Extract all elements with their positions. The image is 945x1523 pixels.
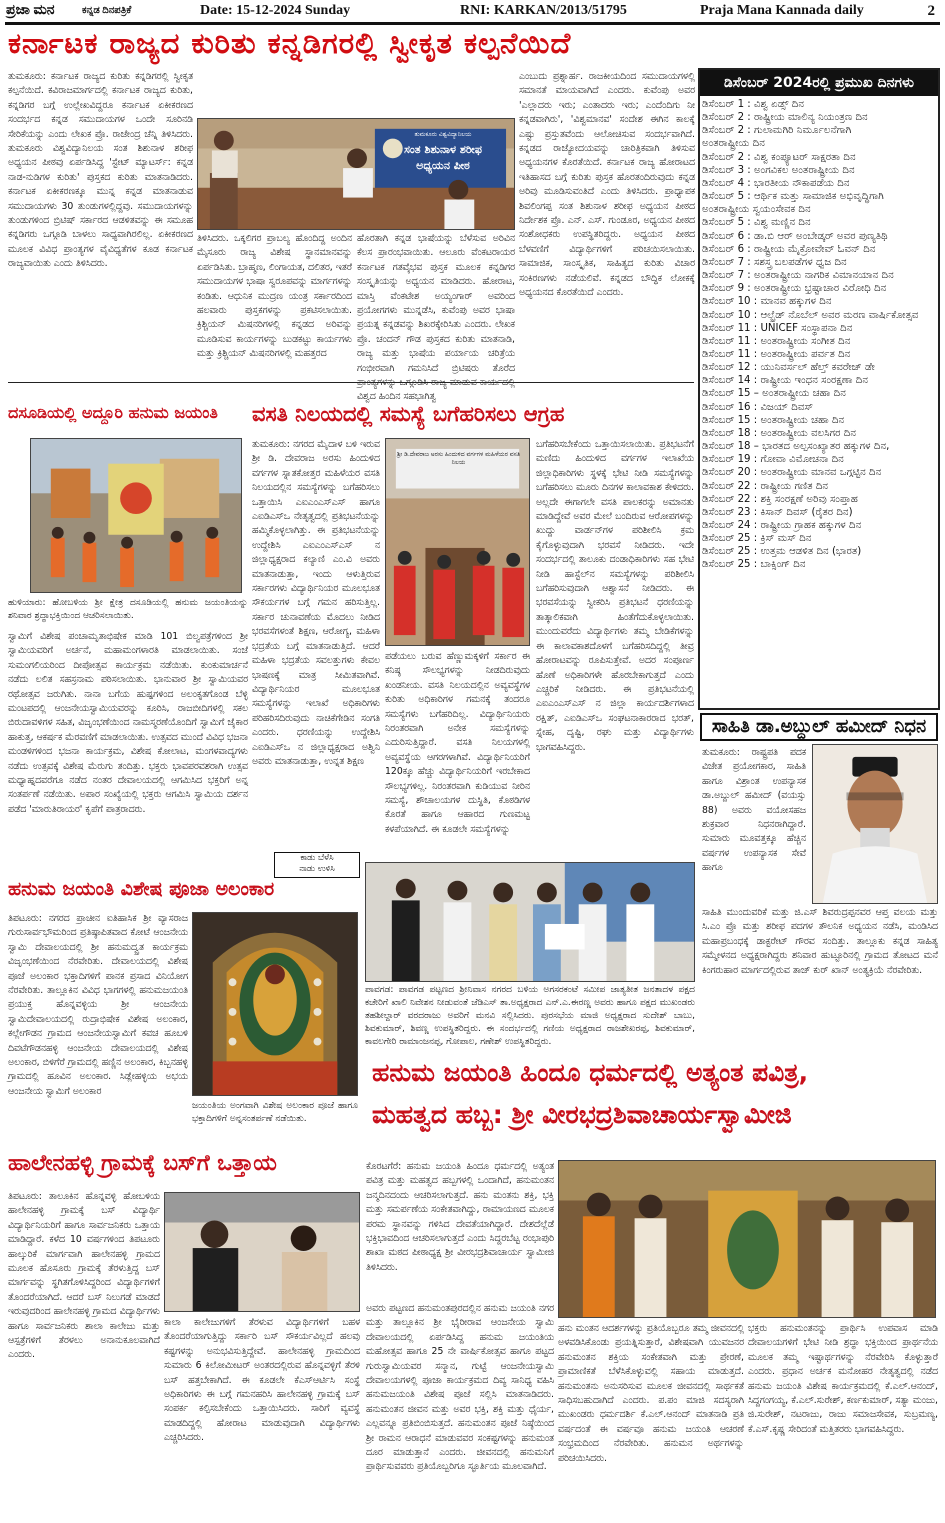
december-title: ಡಿಸೆಂಬರ್ 2024ರಲ್ಲಿ ಪ್ರಮುಖ ದಿನಗಳು: [700, 70, 938, 96]
bus-headline: ಹಾಲೇನಹಳ್ಳಿ ಗ್ರಾಮಕ್ಕೆ ಬಸ್‌ಗೆ ಒತ್ತಾಯ: [8, 1151, 277, 1176]
hostel-column-1: ತುಮಕೂರು: ನಗರದ ಮೈದಾಳ ಬಳಿ ಇರುವ ಶ್ರೀ ಡಿ. ದೇವರಾಜ ಅರಸು ಹಿಂದುಳಿದ ವರ್ಗಗಳ ಸ್ನಾತಕೋತ್ತರ ಮಹಿಳೆಯರ ವಸತಿ ನಿಲಯದಲ್ಲಿನ ಸಮಸ್ಯೆಗಳನ್ನು ಬಗೆಹರಿಸಲು ಒತ್ತಾಯಿಸಿ ಎಐಎಂಎಸ್ಎಸ್ ಹಾಗೂ ಎಐಡಿಎಸ್‌ಒ ನೇತೃತ್ವದಲ್ಲಿ ಪ್ರತಿಭಟನೆಯನ್ನು ಹಮ್ಮಿಕೊಳ್ಳಲಾಗಿತ್ತು. ಈ ಪ್ರತಿಭಟನೆಯನ್ನು ಉದ್ದೇಶಿಸಿ ಎಐಎಂಎಸ್‌ಎಸ್ ನ ಜಿಲ್ಲಾಧ್ಯಕ್ಷರಾದ ಕಲ್ಯಾಣಿ ಎಂ.ವಿ ಅವರು ಮಾತನಾಡುತ್ತಾ, ಇಂದು ಆಳುತ್ತಿರುವ ಸರ್ಕಾರಗಳು ವಿದ್ಯಾರ್ಥಿನಿಯರ ಮೂಲಭೂತ ಸೌಕರ್ಯಗಳ ಬಗ್ಗೆ ಗಮನ ಹರಿಸುತ್ತಿಲ್ಲ. ಸರ್ಕಾರ ಚುನಾವಣೆಯ ಮೊದಲು ನೀಡಿದ ಭರವಸೆಗಳಂತೆ ಶಿಕ್ಷಣ, ಆರೋಗ್ಯ, ಮಹಿಳಾ ಭದ್ರತೆಯ ಬಗ್ಗೆ ಮಾತನಾಡುತ್ತಿದೆ. ಆದರೆ ಮಹಿಳಾ ಭದ್ರತೆಯ ಸವಲತ್ತುಗಳು ಕೇವಲ ಭಾಷಣಕ್ಕೆ ಮಾತ್ರ ಸೀಮಿತವಾಗಿವೆ. ವಿದ್ಯಾರ್ಥಿನಿಯರ ಮೂಲಭೂತ ಸಮಸ್ಯೆಗಳನ್ನು ಇಲಾಖೆ ಅಧಿಕಾರಿಗಳು ಪರಿಹರಿಸದಿರುವುದು ನಾಚಿಕೆಗೇಡಿನ ಸಂಗತಿ ಎಂದರು. ಧರಣಿಯನ್ನು ಉದ್ದೇಶಿಸಿ ಎಐಡಿಎಸ್‌ಒ ನ ಜಿಲ್ಲಾಧ್ಯಕ್ಷರಾದ ಅಶ್ವಿನಿ ಅವರು ಮಾತನಾಡುತ್ತಾ, ಉನ್ನತ ಶಿಕ್ಷಣ: [252, 439, 380, 767]
december-item: ಡಿಸೆಂಬರ್ 5 : ಆರ್ಥಿಕ ಮತ್ತು ಸಾಮಾಜಿಕ ಅಭಿವೃದ್ಧಿಗಾಗಿ: [702, 191, 884, 203]
lead-photo-banner-line2: ಸಂತ ಶಿಶುನಾಳ ಶರೀಫ: [404, 143, 482, 156]
masthead-paper-name: Praja Mana Kannada daily: [700, 3, 864, 18]
obituary-title: ಸಾಹಿತಿ ಡಾ.ಅಬ್ದುಲ್ ಹಮೀದ್ ನಿಧನ: [700, 713, 938, 741]
pavagada-caption: ಪಾವಗಡ: ಪಾವಗಡ ಪಟ್ಟಣದ ಶ್ರೀನಿವಾಸ ನಗರದ ಬಳಿಯ ಅಗಸರಕಂಟೆ ಸಮೀಪ ಜಾತ್ಯತೀತ ಜನತಾದಳ ಪಕ್ಷದ ಕಚೇರಿಗೆ ಖಾಲಿ ನಿವೇಶನ ನೀಡುವಂತೆ ಜೆಡಿಎಸ್ ತಾ.ಅಧ್ಯಕ್ಷರಾದ ಎನ್.ಎ.ಈರಣ್ಣ ಅವರು ಹಾಗೂ ಪಕ್ಷದ ಮುಖಂಡರು ತಹಶೀಲ್ದಾರ್ ವರದರಾಜು ಅವರಿಗೆ ಮನವಿ ಸಲ್ಲಿಸಿದರು. ಪುರಸಭೆಯ ಮಾಜಿ ಅಧ್ಯಕ್ಷರಾದ ಸುದೇಶ್ ಬಾಬು, ಶಿವಕುಮಾರ್, ಶಿವಣ್ಣ ಉಪಸ್ಥಿತರಿದ್ದರು. ಈ ಸಂದರ್ಭದಲ್ಲಿ ಗಣಿಯ ಅಧ್ಯಕ್ಷರಾದ ರಾಜಶೇಖರಪ್ಪ, ಶಿವಕುಮಾರ್, ಕಾವಲಗೇರಿ ರಾಮಾಂಜನಪ್ಪ, ಗೋಪಾಲ, ಗಣೇಶ್ ಉಪಸ್ಥಿತರಿದ್ದರು.: [365, 985, 695, 1047]
lead-column-1: ತುಮಕೂರು: ಕರ್ನಾಟಕ ರಾಜ್ಯದ ಕುರಿತು ಕನ್ನಡಿಗರಲ್ಲಿ ಸ್ವೀಕೃತ ಕಲ್ಪನೆಯಿದೆ. ಕವಿರಾಜಮಾರ್ಗದಲ್ಲಿ ಕರ್ನಾಟಕ ರಾಜ್ಯದ ಕುರಿತು, ಕನ್ನಡಿಗರ ಬಗ್ಗೆ ಉಲ್ಲೇಖವಿದ್ದರೂ ಕರ್ನಾಟಕ ಏಕೀಕರಣದ ಸಂದರ್ಭದ ಕನ್ನಡ ಸಮುದಾಯಗಳ ಒಂದೇ ಸೂರಿನಡಿ ಸೇರಿಕೆಯನ್ನು ಎಂದು ಲೇಖಕ ಪ್ರೊ. ರಾಜೇಂದ್ರ ಚೆನ್ನಿ ತಿಳಿಸಿದರು. ತುಮಕೂರು ವಿಶ್ವವಿದ್ಯಾನಿಲಯ ಸಂತ ಶಿಶುನಾಳ ಶರೀಫ ಅಧ್ಯಯನ ಪೀಠವು ಏರ್ಪಡಿಸಿದ್ದ 'ಸ್ಟೇಟ್ ಮ್ಯಾಟರ್ಸ್: ಕನ್ನಡ ನಾಡ-ನುಡಿಗಳ ಕುರಿತು' ಪುಸ್ತಕದ ಕುರಿತು ಮಾತನಾಡಿದರು. ಕರ್ನಾಟಕ ಏಕೀಕರಣಕ್ಕೂ ಮುನ್ನ ಕನ್ನಡ ಮಾತನಾಡುವ ಸಮುದಾಯಗಳು 30 ತುಂಡುಗಳಲ್ಲಿದ್ದವು. ಸಮುದಾಯಗಳನ್ನು ತುಂಡುಗಳಿಂದ ಬ್ರಿಟಿಷ್ ಸರ್ಕಾರದ ಆಡಳಿತವನ್ನು ಈ ಸಮೂಹ ಕನ್ನಡಿಗರು ಒಗ್ಗೂಡಿ ಬಾಳಲು ಸಾಧ್ಯವಾಗಿರಲಿಲ್ಲ. ಏಕೀಕರಣದ ಮೂಲಕ ವಿವಿಧ ಪ್ರಾಂತ್ಯಗಳ ವೈವಿಧ್ಯತೆಗಳ ಕೂಡ ಕರ್ನಾಟಕ ರಾಜ್ಯವಾಯಿತು ಎಂದು ತಿಳಿಸಿದರು.: [8, 71, 193, 270]
hanuma-pooja-photo: [192, 912, 358, 1096]
december-item: ಡಿಸೆಂಬರ್ 11 : ಅಂತರಾಷ್ಟ್ರೀಯ ಸಂಗೀತ ದಿನ: [702, 335, 851, 347]
obituary-portrait: [813, 745, 937, 903]
december-item: ಡಿಸೆಂಬರ್ 2 : ರಾಷ್ಟ್ರೀಯ ಮಾಲಿನ್ಯ ನಿಯಂತ್ರಣ ದಿನ: [702, 112, 868, 124]
december-item: ಡಿಸೆಂಬರ್ 15 – ಅಂತರಾಷ್ಟ್ರೀಯ ಚಹಾ ದಿನ: [702, 388, 846, 400]
lead-column-2: ತಿಳಿಸಿದರು. ಒಕ್ಕಲಿಗರ ಪ್ರಾಬಲ್ಯ ಹೊಂದಿದ್ದ ಅಂದಿನ ಮೈಸೂರು ರಾಜ್ಯ ವಿಶೇಷ ಸ್ಥಾನಮಾನವನ್ನು ಏರ್ಪಡಿಸಿತು. ಬ್ರಾಹ್ಮಣ, ಲಿಂಗಾಯತ, ದಲಿತರ, ಇತರೆ ಸಮುದಾಯಗಳ ಭಾಷಾ ಸ್ವರೂಪವನ್ನು ಮಾರ್ಗಗಳನ್ನು ಕಂಡಿತು. ಆಧುನಿಕ ಮುದ್ರಣ ಯಂತ್ರ ಸರ್ಕಾರದಿಂದ ಹಲವಾರು ಪುಸ್ತಕಗಳನ್ನು ಪ್ರಕಟಿಸಲಾಯಿತು. ಕ್ರಿಶ್ಚಿಯನ್ ಮಿಷನರಿಗಳಲ್ಲಿ ಕನ್ನಡದ ಅರಿವನ್ನು ಮೂಡಿಸುವ ಕಾರ್ಯಗಳನ್ನು ಬುಡಕಟ್ಟು ಕಾರ್ಯಗಳು ಮತ್ತು ಕ್ರಿಶ್ಚಿಯನ್ ಮಿಷನರಿಗಳಲ್ಲಿ ಮಹತ್ತರದ: [197, 233, 352, 360]
december-item: ಡಿಸೆಂಬರ್ 19 : ಗೋವಾ ವಿಮೋಚನಾ ದಿನ: [702, 454, 844, 466]
december-item: ಡಿಸೆಂಬರ್ 24 : ರಾಷ್ಟ್ರೀಯ ಗ್ರಾಹಕ ಹಕ್ಕುಗಳ ದಿನ: [702, 520, 862, 531]
december-item: ಡಿಸೆಂಬರ್ 6 : ರಾಷ್ಟ್ರೀಯ ಮೈಕ್ರೋವೇವ್ ಓವನ್ ದಿನ: [702, 243, 876, 255]
bus-photo-image: [165, 1193, 359, 1311]
december-item: ಡಿಸೆಂಬರ್ 3 : ಅಂಗವಿಕಲ ಅಂತರಾಷ್ಟ್ರೀಯ ದಿನ: [702, 164, 855, 176]
hostel-photo: [385, 438, 530, 646]
december-item: ಡಿಸೆಂಬರ್ 7 : ಅಂತರಾಷ್ಟ್ರೀಯ ನಾಗರಿಕ ವಿಮಾನಯಾನ ದಿನ: [702, 270, 894, 282]
hostel-headline: ವಸತಿ ನಿಲಯದಲ್ಲಿ ಸಮಸ್ಯೆ ಬಗೆಹರಿಸಲು ಆಗ್ರಹ: [252, 402, 565, 426]
december-item: ಡಿಸೆಂಬರ್ 23 : ಕಿಸಾನ್ ದಿವಸ್ (ರೈತರ ದಿನ): [702, 506, 853, 518]
hanuma-dharma-photo: [558, 1160, 936, 1318]
december-item: ಡಿಸೆಂಬರ್ 15 : ಅಂತರಾಷ್ಟ್ರೀಯ ಚಹಾ ದಿನ: [702, 414, 845, 426]
dasudi-body: ಸ್ವಾಮಿಗೆ ವಿಶೇಷ ಪಂಚಾಮೃತಾಭಿಷೇಕ ಮಾಡಿ 101 ಬಿಲ್ವಪತ್ರೆಗಳಿಂದ ಶ್ರೀ ಸ್ವಾಮಿಯವರಿಗೆ ಅರ್ಚನೆ, ಮಹಾಮಂಗಳಾರತಿ ಮಾಡಲಾಯಿತು. ಸಂಜೆ ಸುಮಂಗಲಿಯರಿಂದ ದೀಪೋತ್ಸವ ಕಾರ್ಯಕ್ರಮ ನಡೆಯಿತು. ಕುಂಕುಮಾರ್ಚನೆ ನಡೆದು ಲಲಿತ ಸಹಸ್ರನಾಮ ಪಠಿಸಲಾಯಿತು. ಭಾನುವಾರ ಶ್ರೀ ಸ್ವಾಮಿಯವರ ರಥೋತ್ಸವ ಜರುಗಿತು. ನಾನಾ ಬಗೆಯ ಹುಷ್ಪಗಳಿಂದ ಅಲಂಕೃತಗೊಂಡ ಬೆಳ್ಳಿ ಮಂಟಪದಲ್ಲಿ ಆಂಜನೇಯಸ್ವಾಮಿಯವರನ್ನು ಕೂರಿಸಿ, ರಾಜಬೀದಿಗಳಲ್ಲಿ ಸಕಲ ಬಿರುದಾವಳಿಗಳ ಸಹಿತ, ವಿಜೃಂಭಣೆಯಿಂದ ನಾಮಸ್ಮರಣೆಯೊಂದಿಗೆ ಸ್ವಾಮಿಗೆ ಜೈಕಾರ ಹಾಕುತ್ತ, ಆಕರ್ಷಕ ಮೆರವಣಿಗೆ ಮಾಡಲಾಯಿತು. ಉತ್ಸವದ ಮುಂದೆ ವಿವಿಧ ಭಜನಾ ಮಂಡಳಿಗಳಿಂದ ಭಜನಾ ಕಾರ್ಯಕ್ರಮ, ವಿಶೇಷ ಕೋಲಾಟ, ಮಂಗಳವಾದ್ಯಗಳು ನಡೆದು ಉತ್ಸವಕ್ಕೆ ವಿಶೇಷ ಮೆರುಗು ತಂದಿತ್ತು. ಭಕ್ತರು ಭಾವಪರವಶರಾಗಿ ಉತ್ಸವ ಮಧ್ಯಾಹ್ನದವರೆಗೂ ನಡೆದ ನಂತರ ದೇವಾಲಯದಲ್ಲಿ ಆಗಮಿಸಿದ ಭಕ್ತರಿಗೆ ಅನ್ನ ಸಂತರ್ಪಣೆ ನಡೆಯಿತು. ಅಪಾರ ಸಂಖ್ಯೆಯಲ್ಲಿ ಭಕ್ತರು ಆಗಮಿಸಿ ಸ್ವಾಮಿಯ ದರ್ಶನ ಪಡೆದ 'ಮಾರುತಿರಾಯರ' ಕೃಪೆಗೆ ಪಾತ್ರರಾದರು.: [8, 631, 248, 815]
hostel-banner-text: ಶ್ರೀ ಡಿ.ದೇವರಾಜ ಅರಸು ಹಿಂದುಳಿದ ವರ್ಗಗಳ ಮಹಿಳೆಯರ ವಸತಿ ನಿಲಯ: [396, 451, 521, 466]
december-item: ಡಿಸೆಂಬರ್ 11 : UNICEF ಸಂಸ್ಥಾಪನಾ ದಿನ: [702, 322, 853, 334]
pavagada-photo: [365, 862, 695, 982]
december-item: ಡಿಸೆಂಬರ್ 22 : ಶಕ್ತಿ ಸಂರಕ್ಷಣೆ ಅರಿವು ಸಂಪ್ತಾಹ: [702, 493, 858, 505]
december-list: [702, 98, 936, 572]
bus-photo: [164, 1192, 360, 1312]
hostel-column-2: ಪಡೆಯಲು ಬರುವ ಹೆಣ್ಣುಮಕ್ಕಳಿಗೆ ಸರ್ಕಾರ ಈ ಕನಿಷ್ಠ ಸೌಲಭ್ಯಗಳನ್ನು ನೀಡದಿರುವುದು ಖಂಡನೀಯ. ವಸತಿ ನಿಲಯದಲ್ಲಿನ ಅವ್ಯವಸ್ಥೆಗಳ ಕುರಿತು ಅಧಿಕಾರಿಗಳ ಗಮನಕ್ಕೆ ತಂದರೂ ಸಮಸ್ಯೆಗಳು ಬಗೆಹರಿದಿಲ್ಲ. ವಿದ್ಯಾರ್ಥಿನಿಯರು ನಿರಂತರವಾಗಿ ಅನೇಕ ಸಮಸ್ಯೆಗಳನ್ನು ಎದುರಿಸುತ್ತಿದ್ದಾರೆ. ವಸತಿ ನಿಲಯಗಳಲ್ಲಿ ಅವ್ಯವಸ್ಥೆಯ ಆಗರಗಳಾಗಿವೆ. ವಿದ್ಯಾರ್ಥಿನಿಯರಿಗೆ 120ಕ್ಕೂ ಹೆಚ್ಚು ವಿದ್ಯಾರ್ಥಿನಿಯರಿಗೆ ಇರಬೇಕಾದ ಸೌಲಭ್ಯಗಳಿಲ್ಲ. ನಿರಂತರವಾಗಿ ಕುಡಿಯುವ ನೀರಿನ ಸಮಸ್ಯೆ, ಶೌಚಾಲಯಗಳ ದುಸ್ಥಿತಿ, ಕೊಠಡಿಗಳ ಕೊರತೆ ಹಾಗೂ ಆಹಾರದ ಗುಣಮಟ್ಟ ಕಳಪೆಯಾಗಿದೆ. ಈ ಕೂಡಲೇ ಸಮಸ್ಯೆಗಳನ್ನು: [385, 651, 530, 835]
december-item: ಡಿಸೆಂಬರ್ 6 : ಡಾ.ಬಿ ಆರ್ ಅಂಬೇಡ್ಕರ್ ಅವರ ಪುಣ್ಯತಿಥಿ: [702, 230, 888, 242]
december-item: ಡಿಸೆಂಬರ್ 14 : ರಾಷ್ಟ್ರೀಯ ಇಂಧನ ಸಂರಕ್ಷಣಾ ದಿನ: [702, 375, 869, 387]
december-item: ಡಿಸೆಂಬರ್ 2 : ವಿಶ್ವ ಕಂಪ್ಯೂಟರ್ ಸಾಕ್ಷರತಾ ದಿನ: [702, 151, 856, 163]
december-item: ಡಿಸೆಂಬರ್ 22 : ರಾಷ್ಟ್ರೀಯ ಗಣಿತ ದಿನ: [702, 480, 829, 492]
december-item: ಡಿಸೆಂಬರ್ 9 : ಅಂತರಾಷ್ಟ್ರೀಯ ಭ್ರಷ್ಟಾಚಾರ ವಿರೋಧಿ ದಿನ: [702, 283, 887, 295]
hanuma-dharma-column-1: ಅವರು ಪಟ್ಟಣದ ಹನುಮಂತಪುರದಲ್ಲಿನ ಹನುಮ ಜಯಂತಿ ನಗರ ಮತ್ತು ತಾಲ್ಲೂಕಿನ ಶ್ರೀ ಭೈರೀರಾವ ಆಂಜನೇಯ ಸ್ವಾಮಿ ದೇವಾಲಯದಲ್ಲಿ ಏರ್ಪಡಿಸಿದ್ದ ಹನುಮ ಜಯಂತಿಯ ಮಹೋತ್ಸವ ಹಾಗೂ 25 ನೇ ವಾರ್ಷಿಕೋತ್ಸವ ಹಾಗೂ ಪಟ್ಟದ ಗುರುಸ್ವಾಮಿಯವರ ಸನ್ಮಾನ, ಗುಟ್ಟೆ ಆಂಜನೇಯಸ್ವಾಮಿ ದೇವಾಲಯಗಳಲ್ಲಿ ಪೂಜಾ ಕಾರ್ಯಕ್ರಮದ ದಿವ್ಯ ಸಾನಿಧ್ಯ ವಹಿಸಿ ಹನುಮಜಯಂತಿ ವಿಶೇಷ ಪೂಜೆ ಸಲ್ಲಿಸಿ ಮಾತನಾಡಿದರು. ಹನುಮಂತನ ಜೀವನ ಮತ್ತು ಅವರ ಭಕ್ತಿ, ಶಕ್ತಿ ಮತ್ತು ಧೈರ್ಯ, ಎಲ್ಲವನ್ನೂ ಪ್ರತಿಬಿಂಬಿಸುತ್ತದೆ. ಹನುಮಂತನ ಪೂಜೆ ನಿಷ್ಠೆಯಿಂದ ಶ್ರೀ ರಾಮನ ಆರಾಧನೆ ಮಾಡುವವರ ಸಂಕಷ್ಟಗಳನ್ನು ಹನುಮಂತ ದೂರ ಮಾಡುತ್ತಾನೆ ಎಂದರು. ಜೀವನದಲ್ಲಿ ಹನುಮನಿಗೆ ಪ್ರಾರ್ಥಿಸುವವರು ಪ್ರತಿಯೊಬ್ಬರಿಗೂ ಸ್ಫೂರ್ತಿಯ ಮೂಲವಾಗಿದೆ.: [366, 1303, 554, 1473]
december-item: ಡಿಸೆಂಬರ್ 11 : ಅಂತರಾಷ್ಟ್ರೀಯ ಪರ್ವತ ದಿನ: [702, 348, 851, 360]
masthead-logo: ಪ್ರಜಾ ಮನ: [6, 3, 55, 18]
hostel-photo-image: [386, 439, 529, 645]
hanuma-pooja-body: ತಿಪಟೂರು: ನಗರದ ಪ್ರಾಚೀನ ಐತಿಹಾಸಿಕ ಶ್ರೀ ವ್ಯಾಸರಾಜ ಗುರುಸಾರ್ವಭೌಮರಿಂದ ಪ್ರತಿಷ್ಠಾಪಿತವಾದ ಕೋಟೆ ಆಂಜನೇಯ ಸ್ವಾಮಿ ದೇವಾಲಯದಲ್ಲಿ ಶ್ರೀ ಹನುಮದ್ವ್ರತ ಕಾರ್ಯಕ್ರಮ ವಿಜೃಂಭಣೆಯಿಂದ ನೆರವೇರಿತು. ದೇವಾಲಯದಲ್ಲಿ ವಿಶೇಷ ಪೂಜೆ ಅಲಂಕಾರ ಭಕ್ತಾದಿಗಳಿಗೆ ಪಾನಕ ಪ್ರಸಾದ ವಿನಿಯೋಗ ನೆರವೇರಿತು. ತಾಲ್ಲೂಕಿನ ವಿವಿಧ ಭಾಗಗಳಲ್ಲಿ ಹನುಮಜಯಂತಿ ಪ್ರಯುಕ್ತ ಹೊನ್ನವಳ್ಳಿಯ ಶ್ರೀ ಆಂಜನೇಯ ಸ್ವಾಮಿದೇವಾಲಯದಲ್ಲಿ ರುದ್ರಾಭಿಷೇಕ ವಿಶೇಷ ಅಲಂಕಾರ, ಕಲ್ಲೇಗೌಡನ ಗ್ರಾಮದ ಆಂಜನೇಯಸ್ವಾಮಿಗೆ ಕವಚ ಹೂಬಳಿ ದಿವಟೆಗೌಡನಹಳ್ಳಿ ಆಂಜನೇಯ ದೇವಾಲಯದಲ್ಲಿ ವಿಶೇಷ ಅಲಂಕಾರ, ಬಿಳಿಗೆರೆ ಗ್ರಾಮದಲ್ಲಿ ಹಣ್ಣಿನ ಅಲಂಕಾರ, ಕಿಬ್ಬನಹಳ್ಳಿ ಗ್ರಾಮದಲ್ಲಿ ಹೂವಿನ ಅಲಂಕಾರ. ಸಿಡ್ಲೇಹಳ್ಳಿಯ ಅಭಯ ಆಂಜನೇಯ ಸ್ವಾಮಿಗೆ ಅಲಂಕಾರ: [8, 913, 188, 1097]
obituary-column-bottom: ಸಾಹಿತಿ ಮುಂದುವರಿಕೆ ಮತ್ತು ಜಿ.ಎಸ್ ಶಿವರುದ್ರಪ್ಪನವರ ಆಪ್ತ ವಲಯ ಮತ್ತು ಸಿ.ಎಂ ಪ್ರೊ ಮತ್ತು ಶರೀಫ ಪದಗಳ ತೌಲನಿಕ ಅಧ್ಯಯನ ನಡೆಸಿ, ಮಂಡಿಸಿದ ಮಹಾಪ್ರಬಂಧಕ್ಕೆ ಡಾಕ್ಟರೇಟ್ ಗೌರವ ಸಂದಿತ್ತು. ತಾಲ್ಲೂಕು ಕನ್ನಡ ಸಾಹಿತ್ಯ ಸಮ್ಮೇಳನದ ಅಧ್ಯಕ್ಷರಾಗಿದ್ದರು ಶನಿವಾರ ಹುಟ್ಟೂರಿನಲ್ಲಿ ಗ್ರಾಮದ ತೋಟದ ಮನೆ ಕಿಂಗರುಹಾರ ಮಾರ್ಗದಲ್ಲಿರುವ ತಾಜ್ ಕುರ್ ಖಾನ್ ಅಂತ್ಯಕ್ರಿಯೆ ನೆರವೇರಿತು.: [702, 907, 938, 976]
lead-photo: [197, 118, 515, 230]
obituary-photo: [812, 744, 938, 904]
december-item: ಡಿಸೆಂಬರ್ 4 : ಭಾರತೀಯ ನೌಕಾಪಡೆಯ ದಿನ: [702, 177, 850, 189]
hanuma-dharma-photo-image: [559, 1161, 935, 1317]
pavagada-photo-image: [366, 863, 694, 981]
hanuma-idol-image: [193, 913, 357, 1095]
december-item: ಡಿಸೆಂಬರ್ 16 : ವಿಜಯ್ ದಿವಸ್: [702, 401, 814, 413]
dasudi-caption: ಹುಳಿಯಾರು: ಹೋಬಳಿಯ ಶ್ರೀ ಕ್ಷೇತ್ರ ದಸೂಡಿಯಲ್ಲಿ ಹನುಮ ಜಯಂತಿಯನ್ನು ಶನಿವಾರ ಶ್ರದ್ಧಾಭಕ್ತಿಯಿಂದ ಆಚರಿಸಲಾಯಿತು.: [8, 598, 248, 621]
december-item: ಡಿಸೆಂಬರ್ 7 : ಸಶಸ್ತ್ರ ಬಲಪಡೆಗಳ ಧ್ವಜ ದಿನ: [702, 256, 847, 268]
bus-column-2: ಕಾಲಾ ಕಾಲೇಜುಗಳಿಗೆ ತೆರಳುವ ವಿದ್ಯಾರ್ಥಿಗಳಿಗೆ ಬಹಳ ತೊಂದರೆಯಾಗುತ್ತಿದ್ದು ಸರ್ಕಾರಿ ಬಸ್ ಸೌಕರ್ಯವಿಲ್ಲದೆ ಹಲವು ಕಷ್ಟಗಳನ್ನು ಅನುಭವಿಸುತ್ತಿದ್ದೇವೆ. ಹಾಲೇನಹಳ್ಳಿ ಗ್ರಾಮದಿಂದ ಸುಮಾರು 6 ಕಿಲೋಮೀಟರ್ ಅಂತರದಲ್ಲಿರುವ ಹೊನ್ನವಳ್ಳಿಗೆ ತೆರಳಿ ಬಸ್ ಹತ್ತಬೇಕಾಗಿದೆ. ಈ ಕೂಡಲೇ ಕೆಎಸ್ಆರ್ಟಿಸಿ ಸಂಸ್ಥೆ ಅಧಿಕಾರಿಗಳು ಈ ಬಗ್ಗೆ ಗಮನಹರಿಸಿ ಹಾಲೇನಹಳ್ಳಿ ಗ್ರಾಮಕ್ಕೆ ಬಸ್ ಸಂಪರ್ಕ ಕಲ್ಪಿಸಬೇಕೆಂದು ಒತ್ತಾಯಿಸಿದರು. ಸಾರಿಗೆ ವ್ಯವಸ್ಥೆ ಮಾಡದಿದ್ದಲ್ಲಿ ಹೋರಾಟ ಮಾಡುವುದಾಗಿ ವಿದ್ಯಾರ್ಥಿಗಳು ಎಚ್ಚರಿಸಿದರು.: [164, 1317, 360, 1444]
december-item: ಡಿಸೆಂಬರ್ 2 : ಗುಲಾಮಗಿರಿ ನಿರ್ಮೂಲನೆಗಾಗಿ: [702, 125, 852, 137]
dasudi-photo: [30, 438, 242, 593]
lead-photo-banner-line3: ಅಧ್ಯಯನ ಪೀಠ: [416, 159, 470, 172]
obituary-column-top: ತುಮಕೂರು: ರಾಷ್ಟ್ರಪತಿ ಪದಕ ವಿಜೇತ ಪ್ರಯೋಗಕಾರ, ಸಾಹಿತಿ ಹಾಗೂ ವಿಶ್ರಾಂತ ಉಪನ್ಯಾಸಕ ಡಾ.ಅಬ್ದುಲ್ ಹಮೀದ್ (ವಯಸ್ಸು 88) ಅವರು ವಯೋಸಹಜ ಶುಕ್ರವಾರ ನಿಧನರಾಗಿದ್ದಾರೆ. ಸುಮಾರು ಮೂವತ್ತಕ್ಕೂ ಹೆಚ್ಚಿನ ವರ್ಷಗಳ ಉಪನ್ಯಾಸಕ ಸೇವೆ ಹಾಗೂ: [702, 747, 806, 874]
december-item: ಡಿಸೆಂಬರ್ 20 : ಅಂತರಾಷ್ಟ್ರೀಯ ಮಾನವ ಒಗ್ಗಟ್ಟಿನ ದಿನ: [702, 467, 882, 479]
lead-headline: ಕರ್ನಾಟಕ ರಾಜ್ಯದ ಕುರಿತು ಕನ್ನಡಿಗರಲ್ಲಿ ಸ್ವೀಕೃತ ಕಲ್ಪನೆಯಿದೆ: [8, 26, 572, 60]
masthead-tagline: ಕನ್ನಡ ದಿನಪತ್ರಿಕೆ: [82, 5, 132, 16]
december-item: ಡಿಸೆಂಬರ್ 25 : ಬಾಕ್ಸಿಂಗ್ ದಿನ: [702, 559, 806, 571]
page-number: 2: [927, 3, 935, 19]
hanuma-pooja-headline: ಹನುಮ ಜಯಂತಿ ವಿಶೇಷ ಪೂಜಾ ಅಲಂಕಾರ: [8, 878, 275, 900]
lead-column-3: ಹೊರತಾಗಿ ಕನ್ನಡ ಭಾಷೆಯನ್ನು ಬೆಳೆಸುವ ಅರಿವಿನ ಕೆಲಸ ಪ್ರಾರಂಭವಾಯಿತು. ಆಲೂರು ವೆಂಕಟರಾಯರ ಕರ್ನಾಟಕ ಗತವೈಭವ ಪುಸ್ತಕ ಮೂಲಕ ಕನ್ನಡಿಗರ ಸಂಸ್ಕೃತಿಯನ್ನು ಅಧ್ಯಯನ ಮಾಡಿದರು. ಹೋರಾಟ, ಮಾಸ್ತಿ ವೆಂಕಟೇಶ ಅಯ್ಯಂಗಾರ್ ಅವರಿಂದ ಪ್ರಯೋಗಗಳು ಮುನ್ನಡೆಸಿ, ಕುವೆಂಪು ಅವರ ಭಾಷಾ ಪ್ರಯತ್ನ ಕನ್ನಡವನ್ನು ಶಿಖರಕ್ಕೇರಿಸಿತು ಎಂದರು. ಲೇಖಕ ಪ್ರೊ. ಚಂದನ್ ಗೌಡ ಪುಸ್ತಕದ ಕುರಿತು ಮಾತನಾಡಿ, ರಾಜ್ಯ ಮತ್ತು ಭಾಷೆಯ ಪರ್ಯಾಯ ಚರಿತ್ರೆಯ ಗಂಭೀರವಾಗಿ ಗಮನಿಸಿದೆ ಬ್ರಿಟಿಷರು ತೊರೆದ ವಿಶ್ವದ ಹಿಂದಿನ ಸಹಭಾಗಿತ್ವ: [357, 233, 515, 403]
hanuma-dharma-intro: ಕೊರಟಗೆರೆ: ಹನುಮ ಜಯಂತಿ ಹಿಂದೂ ಧರ್ಮದಲ್ಲಿ ಅತ್ಯಂತ ಪವಿತ್ರ ಮತ್ತು ಮಹತ್ವದ ಹಬ್ಬಗಳಲ್ಲಿ ಒಂದಾಗಿದೆ, ಹನುಮಂತನ ಜನ್ಮದಿನದಂದು ಆಚರಿಸಲಾಗುತ್ತದೆ. ಹನು ಮಂತನು ಶಕ್ತಿ, ಭಕ್ತಿ ಮತ್ತು ಸಮರ್ಪಣೆಯ ಸಂಕೇತವಾಗಿದ್ದು, ರಾಮಾಯಣದ ಮೂಲಕ ಪರಮ ಸ್ಥಾನವನ್ನು ಗಳಿಸಿದ ದೇವತೆಯಾಗಿದ್ದಾರೆ. ದೇಶದೆಲ್ಲೆಡೆ ಭಕ್ತಿಭಾವದಿಂದ ಆಚರಿಸಲಾಗುತ್ತದೆ ಎಂದು ಸಿದ್ದರಬೆಟ್ಟ ರಂಭಾಪುರಿ ಶಾಖಾ ಮಠದ ಪೀಠಾಧ್ಯಕ್ಷ ಶ್ರೀ ವೀರಭದ್ರಶಿವಾಚಾರ್ಯ ಸ್ವಾಮೀಜಿ ತಿಳಿಸಿದರು.: [366, 1161, 554, 1273]
slogan-line-2: ನಾಡು ಉಳಿಸಿ: [299, 864, 335, 874]
masthead-rule: [5, 22, 940, 25]
hanuma-pooja-caption: ಜಯಂತಿಯ ಅಂಗವಾಗಿ ವಿಶೇಷ ಅಲಂಕಾರ ಪೂಜೆ ಹಾಗೂ ಭಕ್ತಾದಿಗಳಿಗೆ ಅನ್ನಸಂತರ್ಪಣೆ ನಡೆಯಿತು.: [192, 1101, 358, 1124]
december-item: ಡಿಸೆಂಬರ್ 25 : ಉತ್ತಮ ಆಡಳಿತ ದಿನ (ಭಾರತ): [702, 546, 862, 558]
hanuma-dharma-headline-line1: ಹನುಮ ಜಯಂತಿ ಹಿಂದೂ ಧರ್ಮದಲ್ಲಿ ಅತ್ಯಂತ ಪವಿತ್ರ,: [372, 1058, 809, 1087]
december-item: ಡಿಸೆಂಬರ್ 25 : ಕ್ರಿಸ್ ಮಸ್ ದಿನ: [702, 533, 812, 545]
slogan-line-1: ಕಾಡು ಬೆಳೆಸಿ: [300, 853, 334, 863]
december-item: ಡಿಸೆಂಬರ್ 5 : ವಿಶ್ವ ಮಣ್ಣಿನ ದಿನ: [702, 217, 811, 229]
december-item: ಡಿಸೆಂಬರ್ 12 : ಯುನಿವರ್ಸಲ್ ಹೆಲ್ತ್ ಕವರೇಜ್ ಡೇ: [702, 362, 875, 374]
lead-photo-banner-line1: ತುಮಕೂರು ವಿಶ್ವವಿದ್ಯಾನಿಲಯ: [414, 131, 472, 138]
dasudi-photo-image: [31, 439, 241, 592]
december-item: ಡಿಸೆಂಬರ್ 10 : ಮಾನವ ಹಕ್ಕುಗಳ ದಿನ: [702, 296, 832, 308]
section-rule: [8, 382, 694, 383]
masthead-date: Date: 15-12-2024 Sunday: [200, 3, 351, 18]
slogan-box: [274, 852, 360, 878]
december-item: ಅಂತರಾಷ್ಟ್ರೀಯ ದಿನ: [702, 138, 765, 150]
december-item: ಡಿಸೆಂಬರ್ 1 : ವಿಶ್ವ ಏಡ್ಸ್ ದಿನ: [702, 99, 805, 110]
december-item: ಡಿಸೆಂಬರ್ 18 – ಭಾರತದ ಅಲ್ಪಸಂಖ್ಯಾತರ ಹಕ್ಕುಗಳ ದಿನ,: [702, 441, 890, 453]
hanuma-dharma-headline-line2: ಮಹತ್ವದ ಹಬ್ಬ: ಶ್ರೀ ವೀರಭದ್ರಶಿವಾಚಾರ್ಯಸ್ವಾಮೀಜಿ: [372, 1100, 792, 1129]
dasudi-headline: ದಸೂಡಿಯಲ್ಲಿ ಅದ್ದೂರಿ ಹನುಮ ಜಯಂತಿ: [8, 403, 218, 422]
hostel-column-3: ಬಗೆಹರಿಸಬೇಕೆಂದು ಒತ್ತಾಯಿಸಲಾಯಿತು. ಪ್ರತಿಭಟನೆಗೆ ಮಣಿದು ಹಿಂದುಳಿದ ವರ್ಗಗಳ ಇಲಾಖೆಯ ಜಿಲ್ಲಾಧಿಕಾರಿಗಳು ಸ್ಥಳಕ್ಕೆ ಭೇಟಿ ನೀಡಿ ಸಮಸ್ಯೆಗಳನ್ನು ಬಗೆಹರಿಸಲು ಮೂರು ದಿನಗಳ ಕಾಲಾವಕಾಶ ಕೇಳಿದರು. ಅಲ್ಲದೇ ಈಗಾಗಲೇ ವಸತಿ ಪಾಲಕರನ್ನು ಅಮಾನತು ಮಾಡಿದ್ದೇವೆ ಅವರ ಮೇಲೆ ಬಂದಿರುವ ಆರೋಪಗಳನ್ನು ಖುದ್ದು ವಾರ್ಡನ್‌ಗಳ ಪರಿಶೀಲಿಸಿ ಕ್ರಮ ಕೈಗೊಳ್ಳುವುದಾಗಿ ಭರವಸೆ ನೀಡಿದರು. ಇದೇ ಸಂದರ್ಭದಲ್ಲಿ ತಾಲೂಕು ದಂಡಾಧಿಕಾರಿಗಳು ಸಹ ಭೇಟಿ ನೀಡಿ ಹಾಸ್ಟೆಲ್‌ನ ಸಮಸ್ಯೆಗಳನ್ನು ಪರಿಶೀಲಿಸಿ ಬಗೆಹರಿಸುವುದಾಗಿ ಆಶ್ವಾಸನೆ ನೀಡಿದರು. ಈ ಭರವಸೆಯನ್ನು ಸ್ವೀಕರಿಸಿ ಪ್ರತಿಭಟನೆ ಧರಣಿಯನ್ನು ತಾತ್ಕಾಲಿಕವಾಗಿ ಹಿಂತೆಗೆದುಕೊಳ್ಳಲಾಯಿತು. ಮುಂದುವರೆದು ವಿದ್ಯಾರ್ಥಿಗಳು ತಮ್ಮ ಬೇಡಿಕೆಗಳನ್ನು ಈ ಕಾಲಾವಕಾಶದೊಳಗೆ ಬಗೆಹರಿಸದಿದ್ದಲ್ಲಿ ತೀವ್ರ ಹೋರಾಟವನ್ನು ರೂಪಿಸುತ್ತೇವೆ. ಅದರ ಸಂಪೂರ್ಣ ಹೊಣೆ ಅಧಿಕಾರಿಗಳೇ ಹೊರಬೇಕಾಗುತ್ತದೆ ಎಂದು ಎಚ್ಚರಿಕೆ ನೀಡಿದರು. ಈ ಪ್ರತಿಭಟನೆಯಲ್ಲಿ ಎಐಎಂಎಸ್‌ಎಸ್ ನ ಜಿಲ್ಲಾ ಕಾರ್ಯದರ್ಶಿಗಳಾದ ರಕ್ಷಿತ್, ಎಐಡಿಎಸ್‌ಒ ಸಂಘಟನಾಕಾರರಾದ ಭರತ್, ಸ್ನೇಹ, ದೃಷ್ಟಿ, ರಘು ಮತ್ತು ವಿದ್ಯಾರ್ಥಿಗಳು ಭಾಗವಹಿಸಿದ್ದರು.: [536, 439, 694, 753]
hanuma-dharma-column-2: ಹನು ಮಂತನ ಆದರ್ಶಗಳನ್ನು ಪ್ರತಿಯೊಬ್ಬರೂ ತಮ್ಮ ಜೀವನದಲ್ಲಿ ಅಳವಡಿಸಿಕೊಂಡು ಪ್ರಯತ್ನಿಸುತ್ತಾರೆ, ವಿಶೇಷವಾಗಿ ಯುವಜನರ ಹನುಮಂತನ ಶಕ್ತಿಯ ಸಂಕೇತವಾಗಿ ಮತ್ತು ಪ್ರೇರಣೆ, ಪ್ರಾಮಾಣಿಕತೆ ಬೆಳೆಸಿಕೊಳ್ಳುವಲ್ಲಿ ಸಹಾಯ ಮಾಡುತ್ತದೆ. ಹನುಮಂತನು ಅನುಸರಿಸುವ ಮೂಲಕ ಜೀವನದಲ್ಲಿ ಸಾರ್ಥಕತೆ ಸಾಧಿಸಬಹುದಾಗಿದೆ ಎಂದರು. ಪ.ಪಂ ಮಾಜಿ ಸದಸ್ಯರಾಗಿ ಮುಖಂಡರು ಧರ್ಮದರ್ಶಿ ಕೆ.ಎಲ್.ಆನಂದ್ ಮಾತನಾಡಿ ಪ್ರತಿ ವರ್ಷದಂತೆ ಈ ವರ್ಷವೂ ಹನುಮ ಜಯಂತಿ ಆಚರಣೆ ಸಂಭ್ರಮದಿಂದ ನೆರವೇರಿತು. ಹನುಮನ ಅರ್ಥಗಳನ್ನು ಪರಿಚಯಿಸಿದರು.: [558, 1323, 744, 1464]
lead-column-4: ಎಂಬುದು ಪ್ರಶ್ನಾರ್ಹ. ರಾಜಕೀಯದಿಂದ ಸಮುದಾಯಗಳಲ್ಲಿ ಸಮಾನತೆ ಮಾಯವಾಗಿದೆ ಎಂದರು. ಕುವೆಂಪು ಅವರ 'ಎಲ್ಲಾದರು ಇರು; ಎಂತಾದರು ಇರು; ಎಂದೆಂದಿಗು ನೀ ಕನ್ನಡವಾಗಿರು', 'ವಿಶ್ವಮಾನವ' ಸಂದೇಶ ಈಗಿನ ಕಾಲಕ್ಕೆ ಎಷ್ಟು ಪ್ರಸ್ತುತವೆಂದು ಆಲೋಚಿಸುವ ಸಂದರ್ಭವಾಗಿದೆ. ಕನ್ನಡದ ರಾಜ್ಯೋದಯವನ್ನು ಚಾರಿತ್ರಿಕವಾಗಿ ತಿಳಿಸುವ ಅಧ್ಯಯನಗಳ ಕೊರತೆಯಿದೆ. ಕರ್ನಾಟಕ ರಾಜ್ಯ ಹೋರಾಟದ ಇತಿಹಾಸದ ಬಗ್ಗೆ ಕುರಿತು ಪುಸ್ತಕ ಹೊರತಂದಿರುವುದು ಕನ್ನಡ ಅರಿವು ಮೂಡಿಸುವಂತಿದೆ ಎಂದು ತಿಳಿಸಿದರು. ಪ್ರಾಧ್ಯಾಪಕ ಶಿವಲಿಂಗಪ್ಪ ಸಂತ ಶಿಶುನಾಳ ಶರೀಫ ಅಧ್ಯಯನ ಪೀಠದ ನಿರ್ದೇಶಕ ಪ್ರೊ. ಎನ್. ಎಸ್. ಗುಂಡೂರ, ಅಧ್ಯಯನ ಪೀಠದ ಸಂಶೋಧಕರು ಉಪಸ್ಥಿತರಿದ್ದರು. ಅಧ್ಯಯನ ಪೀಠದ ಬೆಳವಣಿಗೆ ವಿದ್ಯಾರ್ಥಿಗಳಿಗೆ ಪರಿಚಯಿಸಲಾಯಿತು. ಸಾಮಾಜಿಕ, ಸಾಂಸ್ಕೃತಿಕ, ಸಾಹಿತ್ಯದ ಕುರಿತು ವಿಚಾರ ಸಂಕಿರಣಗಳು ನಡೆಯಲಿವೆ. ಕನ್ನಡದ ಬೌದ್ಧಿಕ ಲೋಕಕ್ಕೆ ಅಧ್ಯಯನದ ಕೊರತೆಯಿದೆ ಎಂದರು.: [519, 71, 695, 299]
masthead-rni: RNI: KARKAN/2013/51795: [460, 3, 627, 18]
december-item: ಅಂತರಾಷ್ಟ್ರೀಯ ಸ್ವಯಂಸೇವಕ ದಿನ: [702, 204, 811, 216]
bus-column-1: ತಿಪಟೂರು: ತಾಲೂಕಿನ ಹೊನ್ನವಳ್ಳಿ ಹೋಬಳಿಯ ಹಾಲೇನಹಳ್ಳಿ ಗ್ರಾಮಕ್ಕೆ ಬಸ್ ವಿದ್ಯಾರ್ಥಿ ವಿದ್ಯಾರ್ಥಿನಿಯರಿಗೆ ಹಾಗೂ ಸಾರ್ವಜನಿಕರು ಒತ್ತಾಯ ಮಾಡಿದ್ದಾರೆ. ಕಳೆದ 10 ವರ್ಷಗಳಿಂದ ತಿಪಟೂರು ಹಾಲ್ಕುರಿಕೆ ಮಾರ್ಗವಾಗಿ ಹಾಲೇನಹಳ್ಳಿ ಗ್ರಾಮದ ಮೂಲಕ ಹೊಸೂರು ಗ್ರಾಮಕ್ಕೆ ತೆರಳುತ್ತಿದ್ದ ಬಸ್ ಮಾರ್ಗವನ್ನು ಸ್ಥಗಿತಗೊಳಿಸಿದ್ದರಿಂದ ವಿದ್ಯಾರ್ಥಿಗಳಿಗೆ ತೊಂದರೆಯಾಗಿದೆ. ಆದರೆ ಬಸ್ ನಿಲುಗಡೆ ಮಾಡದೆ ಇರುವುದರಿಂದ ಹಾಲೇನಹಳ್ಳಿ ಗ್ರಾಮದ ವಿದ್ಯಾರ್ಥಿಗಳು ಹಾಗೂ ಸಾರ್ವಜನಿಕರು ಶಾಲಾ ಕಾಲೇಜು ಮತ್ತು ಆಸ್ಪತ್ರೆಗಳಿಗೆ ತೆರಳಲು ಅನಾನುಕೂಲವಾಗಿದೆ ಎಂದರು.: [8, 1191, 160, 1361]
december-item: ಡಿಸೆಂಬರ್ 18 : ಅಂತರಾಷ್ಟ್ರೀಯ ವಲಸಿಗರ ದಿನ: [702, 427, 857, 439]
december-item: ಡಿಸೆಂಬರ್ 10 : ಆಲ್ಫ್ರೆಡ್ ನೊಬೆಲ್ ಅವರ ಮರಣ ವಾರ್ಷಿಕೋತ್ಸವ: [702, 309, 919, 321]
hanuma-dharma-column-3: ಭಕ್ತರು ಹನುಮಂತನನ್ನು ಪ್ರಾರ್ಥಿಸಿ ಉಪವಾಸ ಮಾಡಿ ದೇವಾಲಯಗಳಿಗೆ ಭೇಟಿ ನೀಡಿ ಶ್ರದ್ಧಾ ಭಕ್ತಿಯಿಂದ ಪ್ರಾರ್ಥನೆಯ ಮೂಲಕ ತಮ್ಮ ಇಷ್ಟಾರ್ಥಗಳನ್ನು ನೆರವೇರಿಸಿ ಕೊಳ್ಳುತ್ತಾರೆ ಎಂದರು. ಪ್ರಧಾನ ಅರ್ಚಕ ಮನೋಹರ ನೇತೃತ್ವದಲ್ಲಿ ನಡೆದ ಹನುಮ ಜಯಂತಿ ವಿಶೇಷ ಕಾರ್ಯಕ್ರಮದಲ್ಲಿ ಕೆ.ಎಲ್.ಆನಂದ್, ಸಿದ್ದಗಂಗಯ್ಯ, ಕೆ.ಎಲ್.ಸುರೇಶ್, ಕರ್ಣಕುಮಾರ್, ಸತ್ಯಾ ಮಂಜು, ಜಿ.ಸುರೇಶ್, ನಟರಾಜು, ರಾಜು ಸಮಾಜಸೇವಕ, ಸುಬ್ರಮಣ್ಯ, ಕೆ.ಎಸ್.ಕೃಷ್ಣ ಸೇರಿದಂತೆ ಮತ್ತಿತರರು ಭಾಗವಹಿಸಿದ್ದರು.: [748, 1323, 938, 1435]
